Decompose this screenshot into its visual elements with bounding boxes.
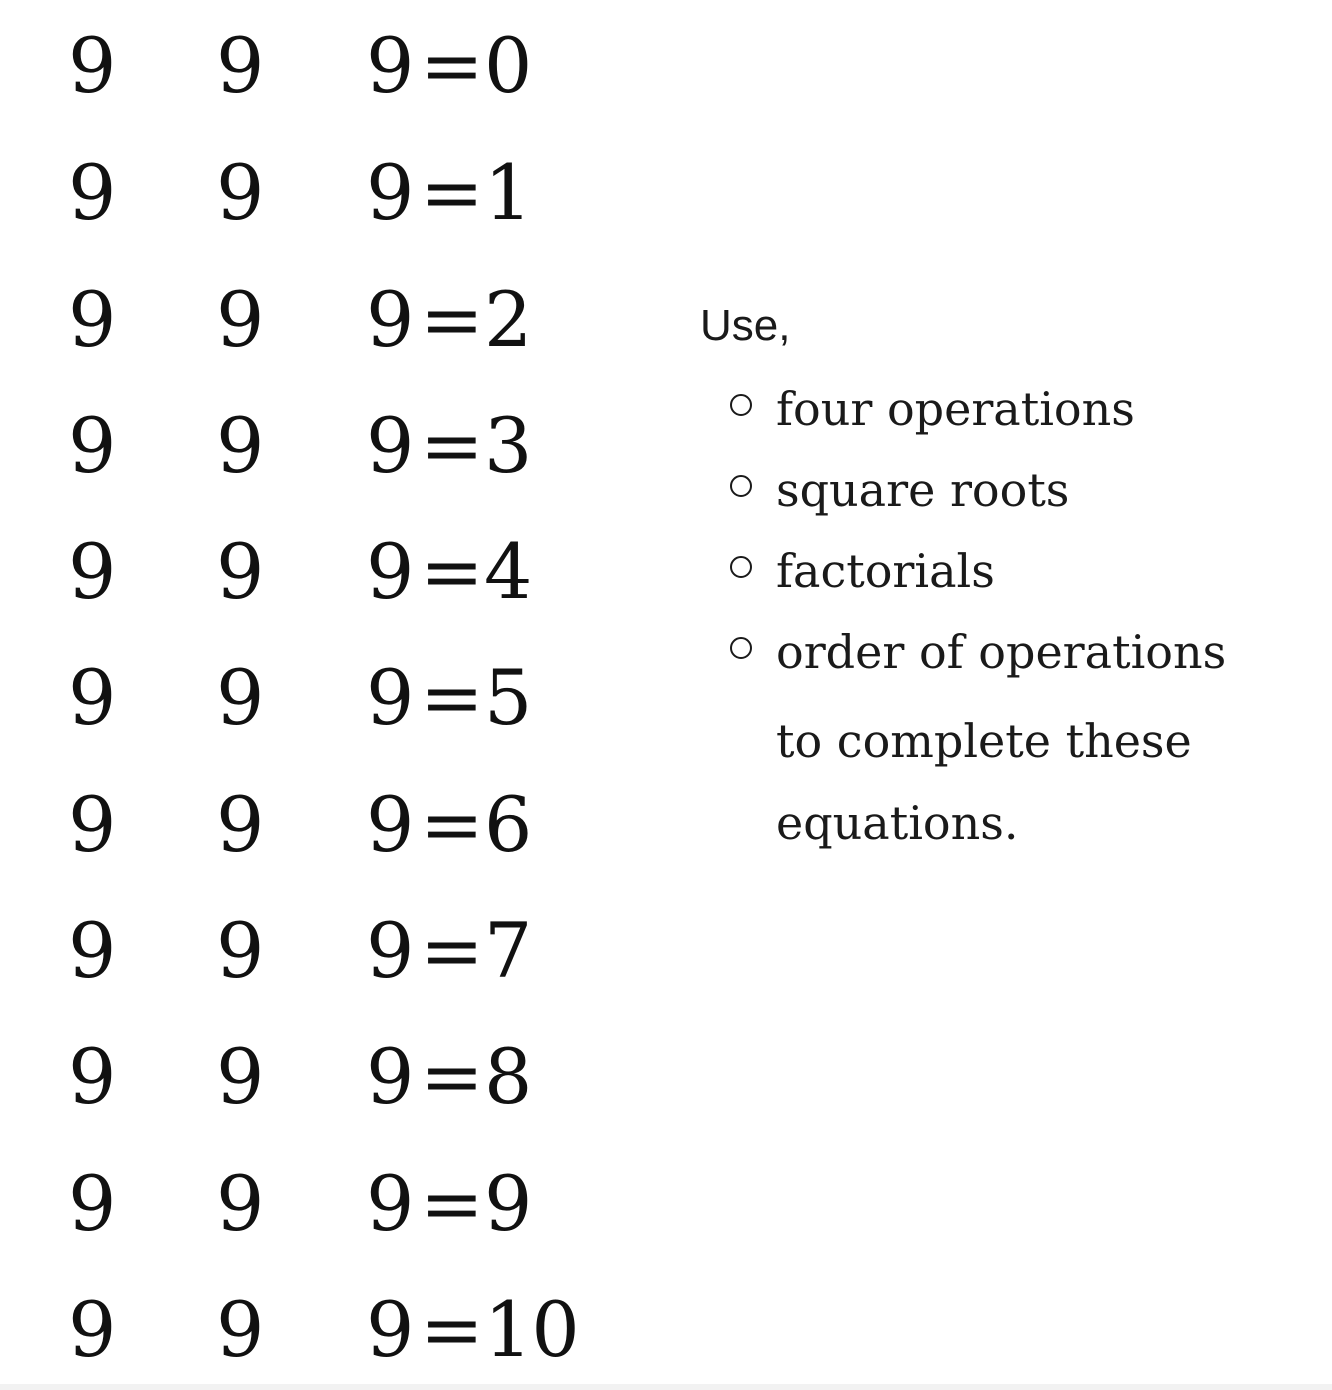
first-nine: 9 <box>68 780 116 869</box>
hollow-circle-icon <box>730 394 752 416</box>
first-nine: 9 <box>68 148 116 237</box>
third-nine: 9 <box>366 275 414 364</box>
equation-row <box>0 1280 640 1380</box>
equation-row <box>0 270 640 370</box>
equals-sign: = <box>420 527 483 616</box>
equation-row <box>0 1027 640 1127</box>
first-nine: 9 <box>68 906 116 995</box>
equals-sign: = <box>420 1285 483 1374</box>
second-nine: 9 <box>216 906 264 995</box>
second-nine: 9 <box>216 275 264 364</box>
second-nine: 9 <box>216 527 264 616</box>
target-result: 4 <box>484 527 532 616</box>
target-result: 9 <box>484 1159 532 1248</box>
third-nine: 9 <box>366 653 414 742</box>
target-result: 10 <box>484 1285 579 1374</box>
equation-row <box>0 522 640 622</box>
equation-row <box>0 1154 640 1254</box>
equation-row <box>0 16 640 116</box>
hollow-circle-icon <box>730 475 752 497</box>
equals-sign: = <box>420 780 483 869</box>
third-nine: 9 <box>366 527 414 616</box>
instructions-closing: to complete these equations. <box>776 714 1192 850</box>
list-item <box>700 455 1226 536</box>
equals-sign: = <box>420 1032 483 1121</box>
list-item-label: square roots <box>776 463 1070 517</box>
target-result: 0 <box>484 21 532 110</box>
third-nine: 9 <box>366 906 414 995</box>
target-result: 6 <box>484 780 532 869</box>
first-nine: 9 <box>68 1032 116 1121</box>
equation-list <box>0 0 640 1390</box>
instructions-intro: Use, <box>700 301 791 350</box>
target-result: 3 <box>484 401 532 490</box>
target-result: 5 <box>484 653 532 742</box>
second-nine: 9 <box>216 1159 264 1248</box>
list-item <box>700 374 1226 455</box>
first-nine: 9 <box>68 21 116 110</box>
third-nine: 9 <box>366 1032 414 1121</box>
list-item-label: four operations <box>776 382 1135 436</box>
first-nine: 9 <box>68 1285 116 1374</box>
third-nine: 9 <box>366 1285 414 1374</box>
second-nine: 9 <box>216 148 264 237</box>
equals-sign: = <box>420 906 483 995</box>
equation-row <box>0 143 640 243</box>
second-nine: 9 <box>216 401 264 490</box>
third-nine: 9 <box>366 148 414 237</box>
target-result: 7 <box>484 906 532 995</box>
equation-row <box>0 775 640 875</box>
third-nine: 9 <box>366 780 414 869</box>
list-item-label: order of operations <box>776 625 1227 679</box>
target-result: 2 <box>484 275 532 364</box>
third-nine: 9 <box>366 1159 414 1248</box>
hollow-circle-icon <box>730 637 752 659</box>
first-nine: 9 <box>68 275 116 364</box>
target-result: 8 <box>484 1032 532 1121</box>
equals-sign: = <box>420 275 483 364</box>
equals-sign: = <box>420 653 483 742</box>
first-nine: 9 <box>68 653 116 742</box>
equation-row <box>0 901 640 1001</box>
first-nine: 9 <box>68 527 116 616</box>
second-nine: 9 <box>216 780 264 869</box>
equals-sign: = <box>420 401 483 490</box>
list-item <box>700 617 1226 698</box>
equals-sign: = <box>420 148 483 237</box>
first-nine: 9 <box>68 1159 116 1248</box>
target-result: 1 <box>484 148 532 237</box>
third-nine: 9 <box>366 21 414 110</box>
equation-row <box>0 396 640 496</box>
third-nine: 9 <box>366 401 414 490</box>
hollow-circle-icon <box>730 556 752 578</box>
page-bottom-edge <box>0 1384 1332 1390</box>
allowed-tools-list <box>700 374 1226 698</box>
second-nine: 9 <box>216 21 264 110</box>
second-nine: 9 <box>216 1285 264 1374</box>
first-nine: 9 <box>68 401 116 490</box>
equals-sign: = <box>420 1159 483 1248</box>
equals-sign: = <box>420 21 483 110</box>
equation-row <box>0 648 640 748</box>
second-nine: 9 <box>216 1032 264 1121</box>
list-item-label: factorials <box>776 544 995 598</box>
list-item <box>700 536 1226 617</box>
second-nine: 9 <box>216 653 264 742</box>
